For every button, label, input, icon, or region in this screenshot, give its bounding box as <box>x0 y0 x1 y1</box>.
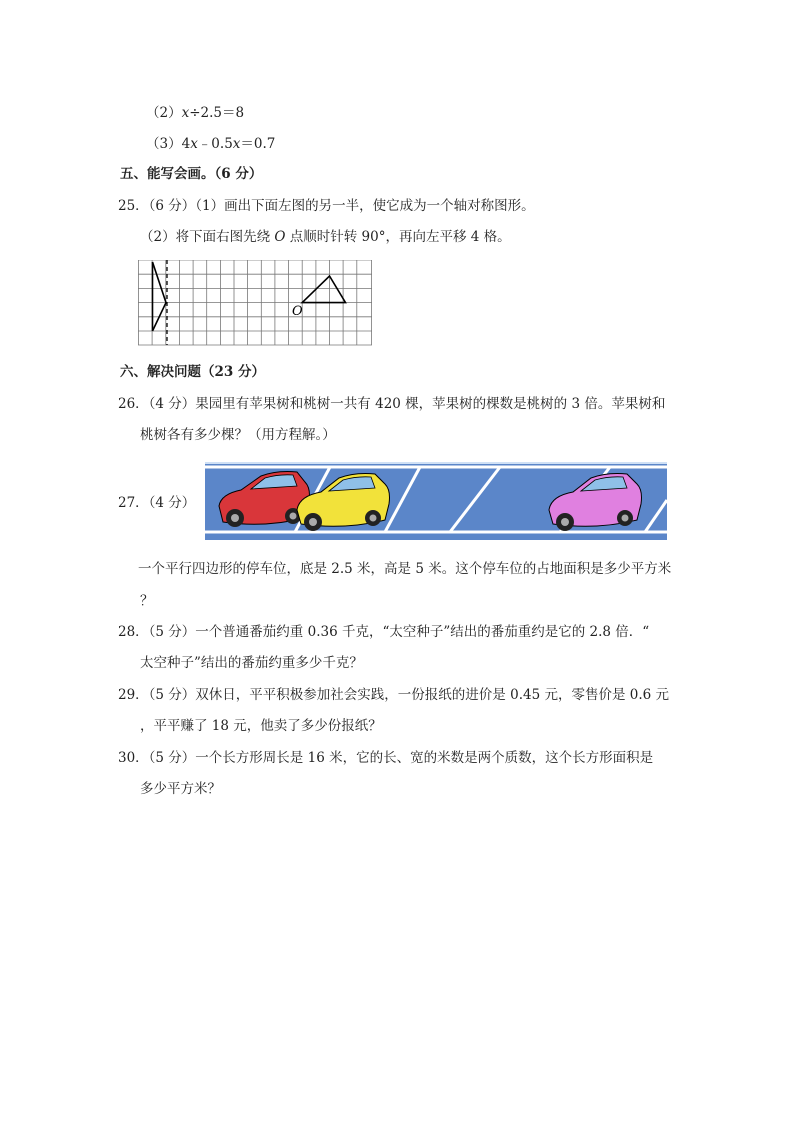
point-o-label: O <box>274 229 286 245</box>
grid-figure <box>138 260 374 346</box>
grid-svg <box>138 260 374 346</box>
question-25-line-1: 25．（6 分）（1）画出下面左图的另一半，使它成为一个轴对称图形。 <box>118 198 535 214</box>
half-shape-left <box>153 262 167 331</box>
question-28-line-1: 28．（5 分）一个普通番茄约重 0.36 千克，“太空种子”结出的番茄重约是它的 2.8 倍．“ <box>118 624 650 640</box>
parking-lot-illustration <box>205 462 667 540</box>
question-26-line-2: 桃树各有多少棵？（用方程解。） <box>140 427 336 443</box>
question-25-line-2 <box>140 227 511 247</box>
section-heading-5: 五、能写会画。（6 分） <box>120 166 263 182</box>
equation-number: （2） <box>146 105 182 121</box>
question-27-line-2: ？ <box>140 593 154 609</box>
question-30-line-2: 多少平方米？ <box>140 781 221 797</box>
variable-x: x <box>190 136 198 152</box>
point-o-marker: O <box>292 304 303 319</box>
equation-body: ÷2.5＝8 <box>189 105 245 121</box>
question-27-line-1: 一个平行四边形的停车位，底是 2.5 米，高是 5 米。这个停车位的占地面积是多少平方米 <box>138 561 672 577</box>
question-29-line-2: ，平平赚了 18 元，他卖了多少份报纸？ <box>140 718 382 734</box>
triangle-shape <box>302 276 345 303</box>
question-29-line-1: 29．（5 分）双休日，平平积极参加社会实践，一份报纸的进价是 0.45 元，零售价是 0.6 元 <box>118 687 670 703</box>
text: （2）将下面右图先绕 <box>140 229 275 245</box>
question-26-line-1: 26．（4 分）果园里有苹果树和桃树一共有 420 棵，苹果树的棵数是桃树的 3 倍。苹果树和 <box>118 396 666 412</box>
equation-2 <box>146 103 244 123</box>
equation-body: ＝0.7 <box>240 136 276 152</box>
question-30-line-1: 30．（5 分）一个长方形周长是 16 米，它的长、宽的米数是两个质数，这个长方形面积是 <box>118 750 654 766</box>
equation-number: （3） <box>146 136 182 152</box>
variable-x: x <box>181 105 190 121</box>
variable-x: x <box>232 136 241 152</box>
section-heading-6: 六、解决问题（23 分） <box>120 364 265 380</box>
question-27-label: 27．（4 分） <box>118 495 196 511</box>
coefficient: 4 <box>181 136 191 152</box>
equation-3 <box>146 134 275 154</box>
text: 点顺时针转 90°，再向左平移 4 格。 <box>285 229 511 245</box>
equation-body: ﹣0.5 <box>197 136 233 152</box>
question-28-line-2: 太空种子”结出的番茄约重多少千克？ <box>140 655 363 671</box>
parking-svg <box>205 462 667 540</box>
